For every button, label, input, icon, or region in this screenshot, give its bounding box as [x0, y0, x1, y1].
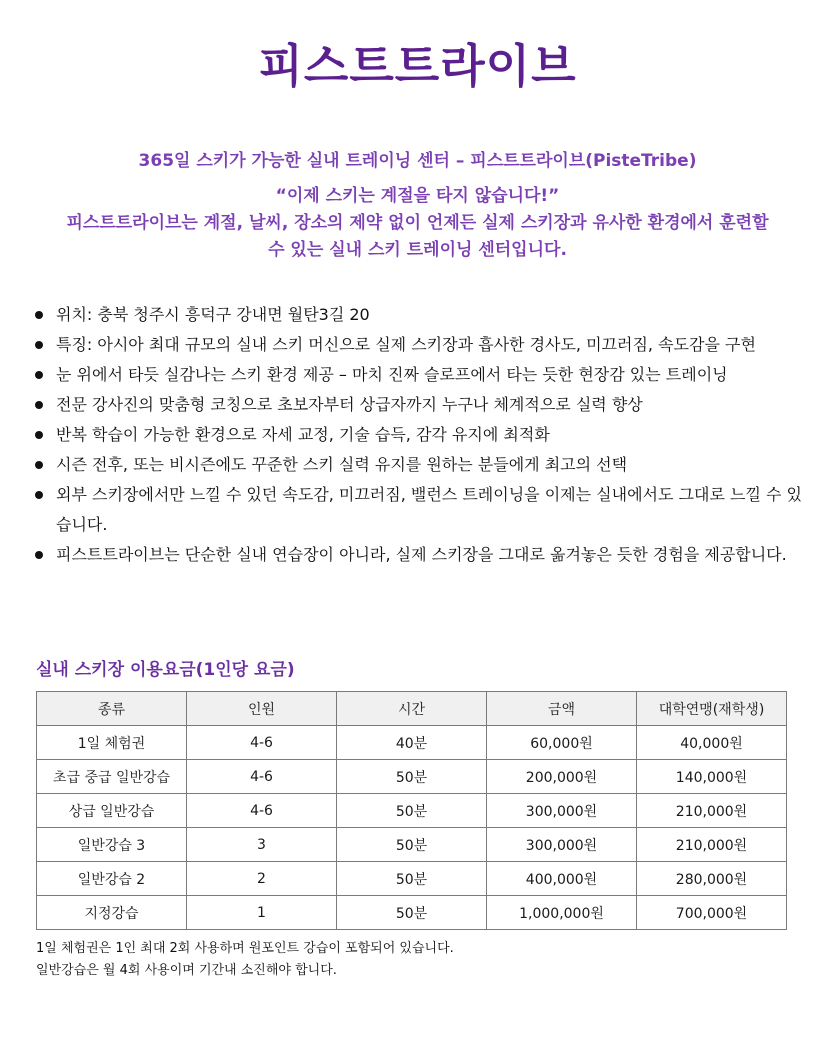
table-row [37, 828, 787, 862]
table-cell: 3 [187, 828, 337, 862]
table-cell: 140,000원 [637, 760, 787, 794]
table-cell: 210,000원 [637, 794, 787, 828]
table-cell: 50분 [337, 828, 487, 862]
note-line: 일반강습은 월 4회 사용이며 기간내 소진해야 합니다. [36, 963, 337, 978]
table-row [37, 896, 787, 930]
feature-item: 특징: 아시아 최대 규모의 실내 스키 머신으로 실제 스키장과 흡사한 경사도, 미끄러짐, 속도감을 구현 [32, 330, 807, 360]
table-cell: 50분 [337, 896, 487, 930]
intro-line: 피스트트라이브는 계절, 날씨, 장소의 제약 없이 언제든 실제 스키장과 유사한 환경에서 훈련할 [66, 213, 769, 233]
feature-item: 눈 위에서 타듯 실감나는 스키 환경 제공 – 마치 진짜 슬로프에서 타는 듯한 현장감 있는 트레이닝 [32, 360, 807, 390]
note-line: 1일 체험권은 1인 최대 2회 사용하며 원포인트 강습이 포함되어 있습니다. [36, 941, 454, 956]
table-cell: 1,000,000원 [487, 896, 637, 930]
table-row [37, 794, 787, 828]
subtitle: 365일 스키가 가능한 실내 트레이닝 센터 – 피스트트라이브(PisteTribe) [138, 151, 697, 171]
feature-item: 피스트트라이브는 단순한 실내 연습장이 아니라, 실제 스키장을 그대로 옮겨놓은 듯한 경험을 제공합니다. [32, 540, 807, 570]
table-cell: 50분 [337, 794, 487, 828]
feature-item: 전문 강사진의 맞춤형 코칭으로 초보자부터 상급자까지 누구나 체계적으로 실력 향상 [32, 390, 807, 420]
column-header: 인원 [187, 692, 337, 726]
table-cell: 210,000원 [637, 828, 787, 862]
table-header-row [37, 692, 787, 726]
feature-list [32, 300, 807, 570]
table-cell: 700,000원 [637, 896, 787, 930]
table-cell: 300,000원 [487, 828, 637, 862]
table-cell: 지정강습 [37, 896, 187, 930]
table-cell: 1일 체험권 [37, 726, 187, 760]
table-cell: 상급 일반강습 [37, 794, 187, 828]
table-cell: 4-6 [187, 726, 337, 760]
column-header: 대학연맹(재학생) [637, 692, 787, 726]
table-cell: 60,000원 [487, 726, 637, 760]
table-cell: 40분 [337, 726, 487, 760]
pricing-notes [36, 938, 454, 982]
table-cell: 200,000원 [487, 760, 637, 794]
table-row [37, 760, 787, 794]
table-cell: 40,000원 [637, 726, 787, 760]
feature-item: 외부 스키장에서만 느낄 수 있던 속도감, 미끄러짐, 밸런스 트레이닝을 이제는 실내에서도 그대로 느낄 수 있습니다. [32, 480, 807, 540]
table-cell: 4-6 [187, 794, 337, 828]
pricing-title: 실내 스키장 이용요금(1인당 요금) [36, 660, 295, 680]
intro-line: “이제 스키는 계절을 타지 않습니다!” [275, 186, 560, 206]
table-cell: 일반강습 2 [37, 862, 187, 896]
intro-text [40, 183, 795, 264]
table-cell: 1 [187, 896, 337, 930]
table-cell: 2 [187, 862, 337, 896]
pricing-table [36, 691, 787, 930]
intro-line: 수 있는 실내 스키 트레이닝 센터입니다. [268, 240, 567, 260]
table-cell: 400,000원 [487, 862, 637, 896]
column-header: 금액 [487, 692, 637, 726]
table-row [37, 726, 787, 760]
table-cell: 280,000원 [637, 862, 787, 896]
table-row [37, 862, 787, 896]
table-cell: 50분 [337, 760, 487, 794]
table-cell: 4-6 [187, 760, 337, 794]
table-cell: 초급 중급 일반강습 [37, 760, 187, 794]
table-cell: 300,000원 [487, 794, 637, 828]
column-header: 종류 [37, 692, 187, 726]
table-cell: 일반강습 3 [37, 828, 187, 862]
feature-item: 위치: 충북 청주시 흥덕구 강내면 월탄3길 20 [32, 300, 807, 330]
feature-item: 반복 학습이 가능한 환경으로 자세 교정, 기술 습득, 감각 유지에 최적화 [32, 420, 807, 450]
column-header: 시간 [337, 692, 487, 726]
page-title: 피스트트라이브 [258, 39, 577, 93]
table-cell: 50분 [337, 862, 487, 896]
feature-item: 시즌 전후, 또는 비시즌에도 꾸준한 스키 실력 유지를 원하는 분들에게 최고의 선택 [32, 450, 807, 480]
